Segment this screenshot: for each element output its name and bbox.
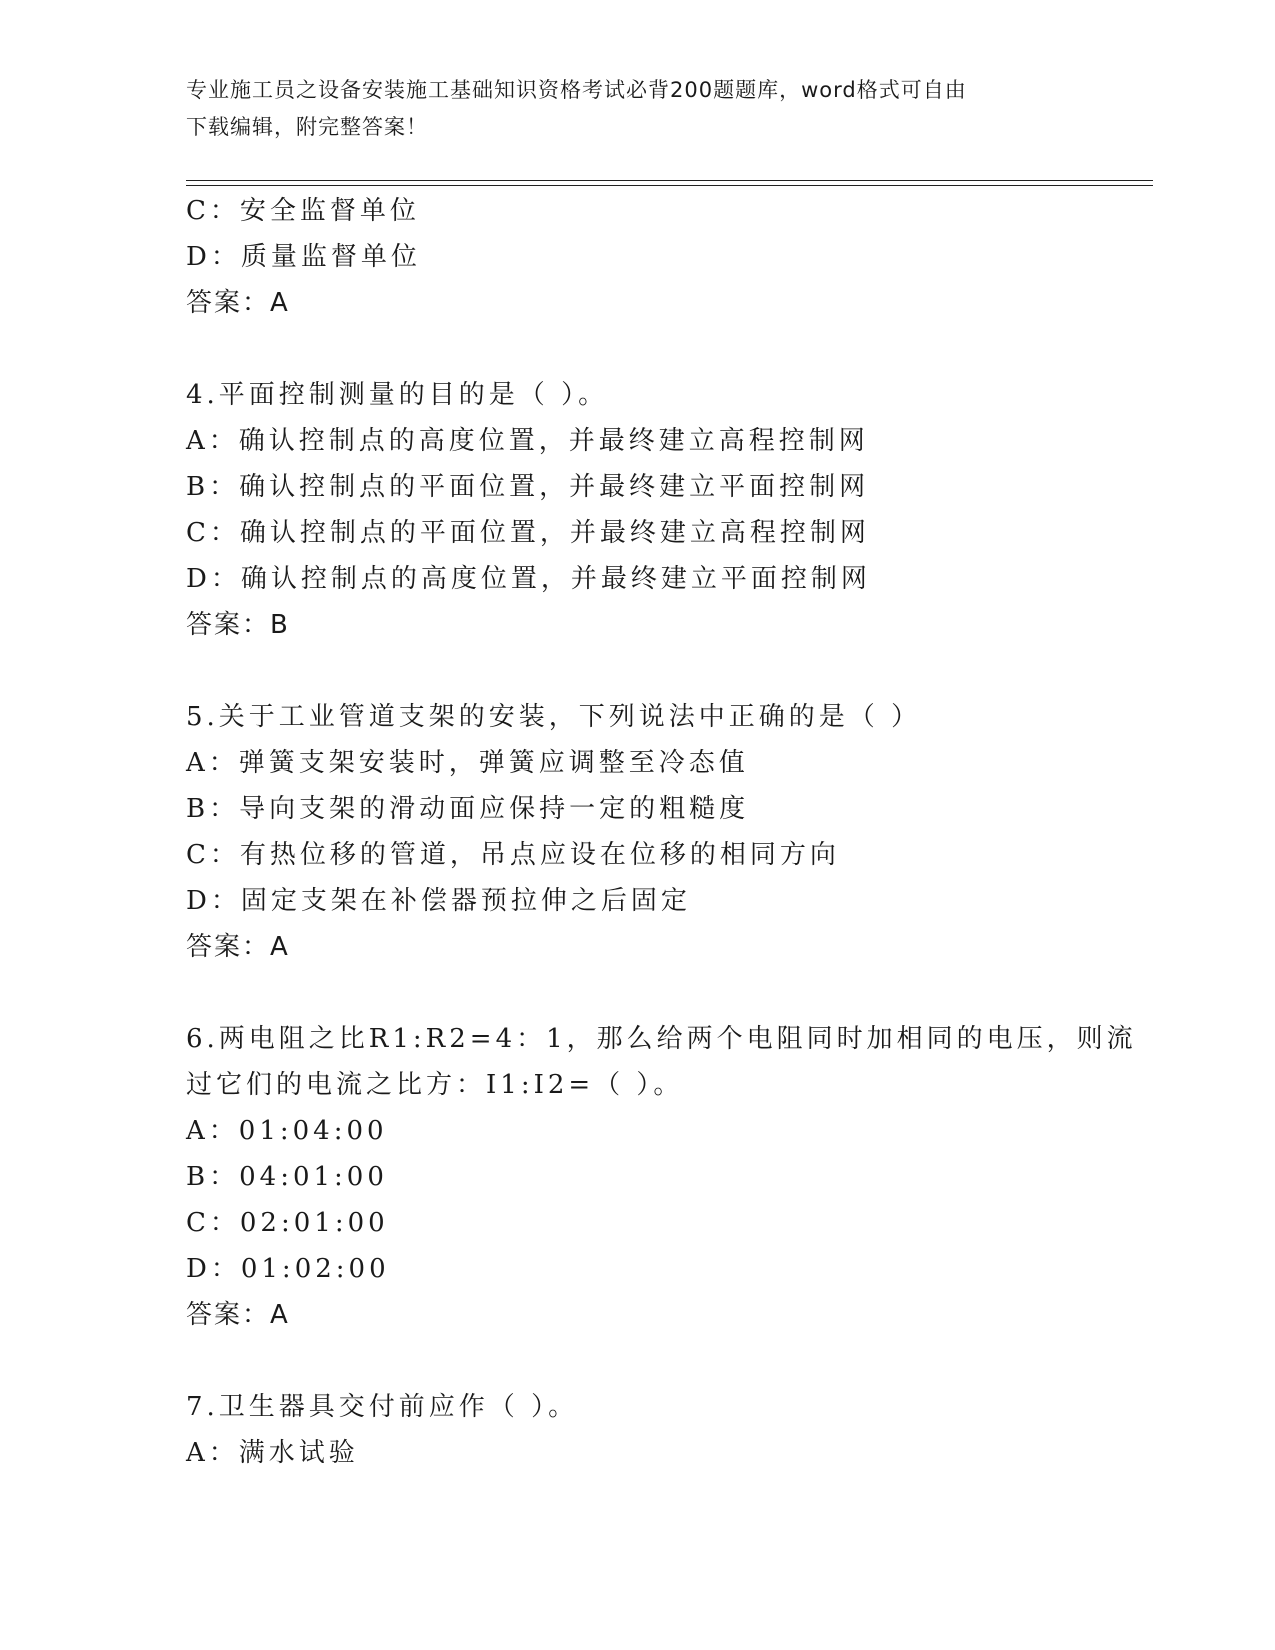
option-b: B：04:01:00 (186, 1162, 388, 1192)
question-text-line-2: 过它们的电流之比方：I1:I2=（ ）。 (186, 1070, 684, 1100)
question-text: 4.平面控制测量的目的是（ ）。 (186, 380, 609, 410)
option-b: B：确认控制点的平面位置，并最终建立平面控制网 (186, 472, 870, 502)
option-d: D：固定支架在补偿器预拉伸之后固定 (186, 886, 691, 916)
option-a: A：满水试验 (186, 1438, 359, 1468)
spacer (186, 970, 1146, 1016)
option-c: C：有热位移的管道，吊点应设在位移的相同方向 (186, 840, 840, 870)
question-7 (186, 1384, 1146, 1476)
spacer (186, 648, 1146, 694)
question-text-line-1: 6.两电阻之比R1:R2=4：1，那么给两个电阻同时加相同的电压，则流 (186, 1024, 1137, 1054)
header-line-1: 专业施工员之设备安装施工基础知识资格考试必背200题题库，word格式可自由 (186, 78, 967, 102)
header-divider-top (186, 180, 1153, 181)
option-a: A：弹簧支架安装时，弹簧应调整至冷态值 (186, 748, 749, 778)
answer: 答案：A (186, 1300, 290, 1330)
spacer (186, 326, 1146, 372)
answer: 答案：B (186, 610, 290, 640)
option-c: C：安全监督单位 (186, 196, 420, 226)
question-3 (186, 188, 1146, 326)
spacer (186, 1338, 1146, 1384)
question-4 (186, 372, 1146, 648)
option-c: C：确认控制点的平面位置，并最终建立高程控制网 (186, 518, 870, 548)
option-d: D：01:02:00 (186, 1254, 390, 1284)
option-d: D：质量监督单位 (186, 242, 421, 272)
answer: 答案：A (186, 288, 290, 318)
question-5 (186, 694, 1146, 970)
question-text: 5.关于工业管道支架的安装，下列说法中正确的是（ ） (186, 702, 922, 732)
page-header (186, 72, 1086, 146)
option-c: C：02:01:00 (186, 1208, 389, 1238)
question-list (186, 188, 1146, 1476)
header-divider-bottom (186, 185, 1153, 186)
answer: 答案：A (186, 932, 290, 962)
header-line-2: 下载编辑，附完整答案！ (186, 115, 428, 139)
option-b: B：导向支架的滑动面应保持一定的粗糙度 (186, 794, 750, 824)
question-text: 7.卫生器具交付前应作（ ）。 (186, 1392, 579, 1422)
option-a: A：01:04:00 (186, 1116, 388, 1146)
question-6 (186, 1016, 1146, 1338)
option-a: A：确认控制点的高度位置，并最终建立高程控制网 (186, 426, 869, 456)
option-d: D：确认控制点的高度位置，并最终建立平面控制网 (186, 564, 871, 594)
